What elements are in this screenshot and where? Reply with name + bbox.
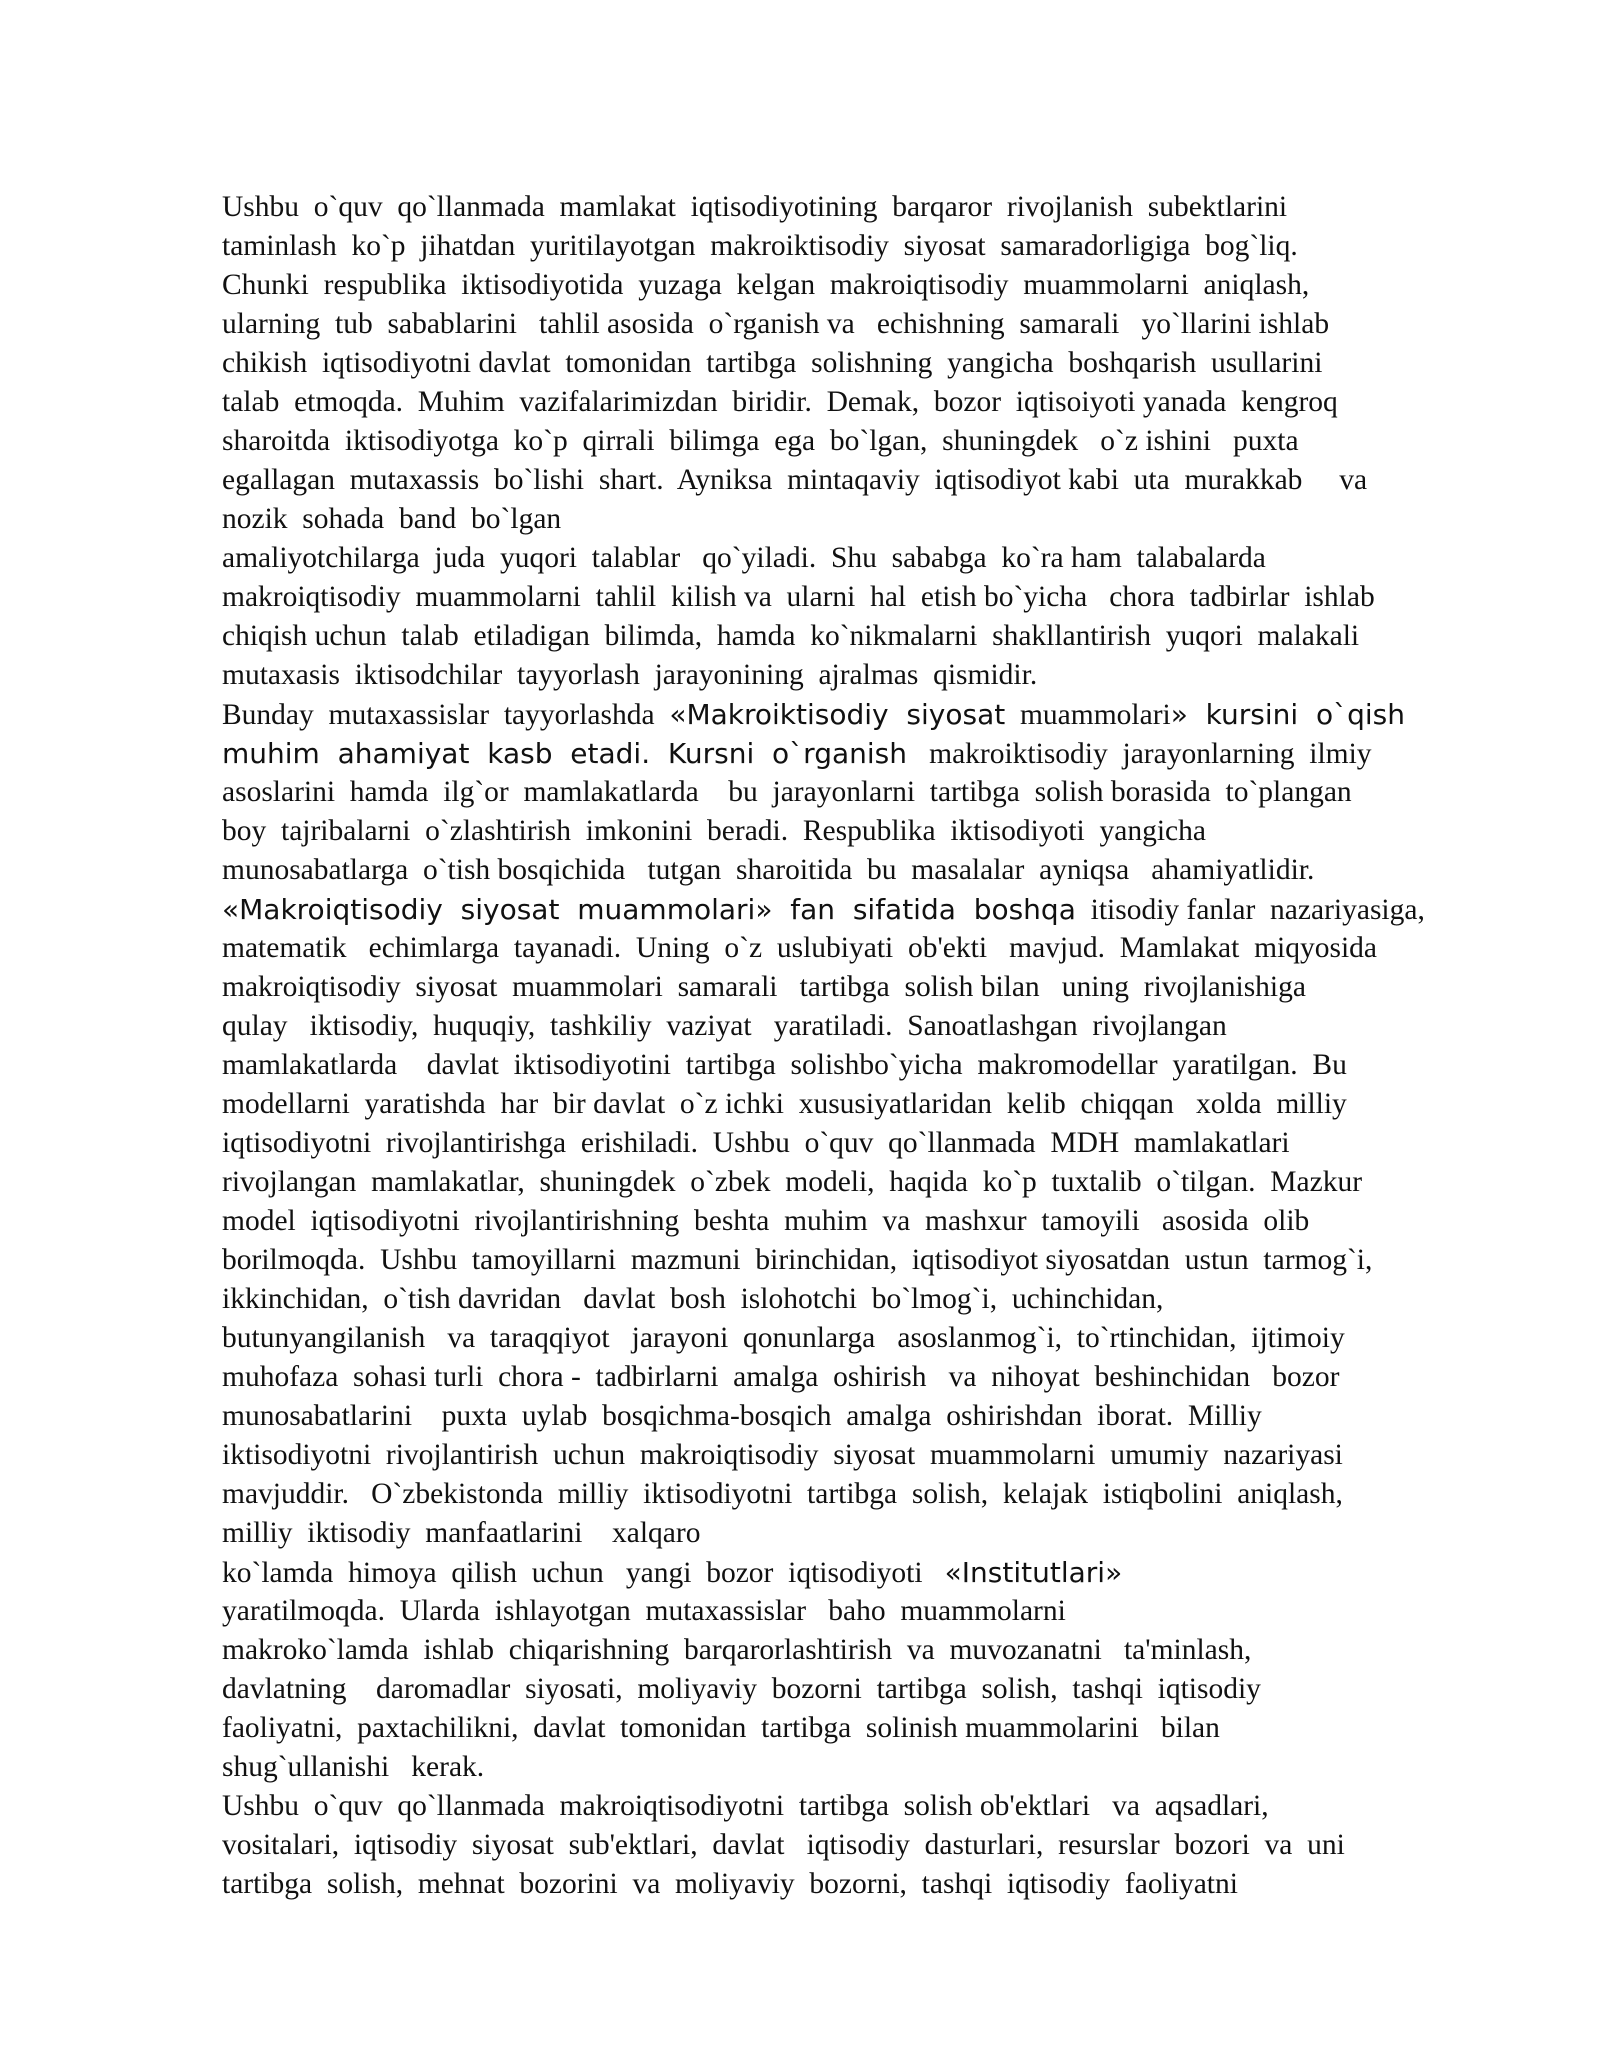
text-run: muhofaza sohasi turli chora - tadbirlarni amalga oshirish va nihoyat beshinchidan bozor: [222, 1361, 1340, 1393]
text-run-sans: muhim ahamiyat kasb etadi. Kursni o`rganish: [222, 737, 907, 770]
text-run: makroiktisodiy jarayonlarning ilmiy: [907, 738, 1372, 770]
text-run: amaliyotchilarga juda yuqori talablar qo`yiladi. Shu sababga ko`ra ham talabalarda: [222, 542, 1266, 574]
text-run: shug`ullanishi kerak.: [222, 1751, 485, 1783]
text-run: model iqtisodiyotni rivojlantirishning beshta muhim va mashxur tamoyili asosida olib: [222, 1205, 1310, 1237]
text-line: [222, 1046, 1522, 1085]
text-line: [222, 1826, 1522, 1865]
text-run: borilmoqda. Ushbu tamoyillarni mazmuni birinchidan, iqtisodiyot siyosatdan ustun tarmog`i,: [222, 1244, 1373, 1276]
text-run: Bunday mutaxassislar tayyorlashda: [222, 699, 670, 731]
text-line: [222, 383, 1522, 422]
text-run: asoslarini hamda ilg`or mamlakatlarda bu jarayonlarni tartibga solish borasida to`plangan: [222, 776, 1352, 808]
text-run-sans: » kursini o`qish: [1170, 698, 1405, 731]
text-run: ikkinchidan, o`tish davridan davlat bosh islohotchi bo`lmog`i, uchinchidan,: [222, 1283, 1164, 1315]
text-run: modellarni yaratishda har bir davlat o`z ichki xususiyatlaridan kelib chiqqan xolda milliy: [222, 1088, 1347, 1120]
text-line: [222, 656, 1522, 695]
text-line: [222, 1865, 1522, 1904]
text-run-sans: «Makroiqtisodiy siyosat muammolari» fan sifatida boshqa: [222, 893, 1076, 926]
text-line: [222, 461, 1522, 500]
text-line: [222, 1709, 1522, 1748]
text-line: [222, 1553, 1522, 1592]
text-line: [222, 305, 1522, 344]
text-run: taminlash ko`p jihatdan yuritilayotgan makroiktisodiy siyosat samaradorligiga bog`liq.: [222, 230, 1298, 262]
text-line: [222, 1748, 1522, 1787]
text-run: tartibga solish, mehnat bozorini va moliyaviy bozorni, tashqi iqtisodiy faoliyatni: [222, 1868, 1238, 1900]
text-line: [222, 1280, 1522, 1319]
text-run: ko`lamda himoya qilish uchun yangi bozor iqtisodiyoti: [222, 1557, 945, 1589]
text-run: faoliyatni, paxtachilikni, davlat tomonidan tartibga solinish muammolarini bilan: [222, 1712, 1220, 1744]
text-run-sans: «Makroiktisodiy siyosat: [669, 698, 1006, 731]
text-line: [222, 1007, 1522, 1046]
text-line: [222, 1670, 1522, 1709]
text-line: [222, 890, 1522, 929]
text-line: [222, 266, 1522, 305]
text-line: [222, 1475, 1522, 1514]
text-line: [222, 1592, 1522, 1631]
text-line: [222, 773, 1522, 812]
text-line: [222, 695, 1522, 734]
text-line: [222, 1631, 1522, 1670]
text-run: makroiqtisodiy muammolarni tahlil kilish va ularni hal etish bo`yicha chora tadbirlar ishlab: [222, 581, 1375, 613]
text-line: [222, 188, 1522, 227]
text-run: boy tajribalarni o`zlashtirish imkonini beradi. Respublika iktisodiyoti yangicha: [222, 815, 1206, 847]
text-run: Ushbu o`quv qo`llanmada makroiqtisodiyotni tartibga solish ob'ektlari va aqsadlari,: [222, 1790, 1269, 1822]
text-line: [222, 851, 1522, 890]
text-run: sharoitda iktisodiyotga ko`p qirrali bilimga ega bo`lgan, shuningdek o`z ishini puxta: [222, 425, 1299, 457]
text-run: munosabatlarga o`tish bosqichida tutgan sharoitida bu masalalar ayniqsa ahamiyatlidir.: [222, 854, 1315, 886]
text-run: iqtisodiyotni rivojlantirishga erishiladi. Ushbu o`quv qo`llanmada MDH mamlakatlari: [222, 1127, 1290, 1159]
text-run: vositalari, iqtisodiy siyosat sub'ektlari, davlat iqtisodiy dasturlari, resurslar bozori va uni: [222, 1829, 1345, 1861]
text-run: makroko`lamda ishlab chiqarishning barqarorlashtirish va muvozanatni ta'minlash,: [222, 1634, 1252, 1666]
text-run: qulay iktisodiy, huquqiy, tashkiliy vaziyat yaratiladi. Sanoatlashgan rivojlangan: [222, 1010, 1227, 1042]
text-line: [222, 812, 1522, 851]
text-run: makroiqtisodiy siyosat muammolari samarali tartibga solish bilan uning rivojlanishiga: [222, 971, 1306, 1003]
text-run-sans: «Institutlari»: [944, 1556, 1123, 1589]
text-line: [222, 1358, 1522, 1397]
text-run: yaratilmoqda. Ularda ishlayotgan mutaxassislar baho muammolarni: [222, 1595, 1066, 1627]
text-line: [222, 422, 1522, 461]
text-line: [222, 1397, 1522, 1436]
text-run: muammolari: [1005, 699, 1171, 731]
text-run: Chunki respublika iktisodiyotida yuzaga kelgan makroiqtisodiy muammolarni aniqlash,: [222, 269, 1310, 301]
text-line: [222, 1202, 1522, 1241]
text-line: [222, 539, 1522, 578]
text-line: [222, 617, 1522, 656]
text-run: iktisodiyotni rivojlantirish uchun makroiqtisodiy siyosat muammolarni umumiy nazariyasi: [222, 1439, 1343, 1471]
text-line: [222, 1436, 1522, 1475]
text-line: [222, 1241, 1522, 1280]
text-run: mavjuddir. O`zbekistonda milliy iktisodiyotni tartibga solish, kelajak istiqbolini aniqlash,: [222, 1478, 1343, 1510]
text-run: nozik sohada band bo`lgan: [222, 503, 562, 535]
text-run: matematik echimlarga tayanadi. Uning o`z uslubiyati ob'ekti mavjud. Mamlakat miqyosida: [222, 932, 1378, 964]
text-line: [222, 929, 1522, 968]
text-line: [222, 734, 1522, 773]
text-line: [222, 1787, 1522, 1826]
text-line: [222, 227, 1522, 266]
text-line: [222, 1124, 1522, 1163]
text-run: mamlakatlarda davlat iktisodiyotini tartibga solishbo`yicha makromodellar yaratilgan. Bu: [222, 1049, 1347, 1081]
text-run: Ushbu o`quv qo`llanmada mamlakat iqtisodiyotining barqaror rivojlanish subektlarini: [222, 191, 1288, 223]
text-run: ularning tub sabablarini tahlil asosida o`rganish va echishning samarali yo`llarini ishlab: [222, 308, 1330, 340]
text-line: [222, 578, 1522, 617]
text-run: chikish iqtisodiyotni davlat tomonidan tartibga solishning yangicha boshqarish usullarini: [222, 347, 1323, 379]
text-run: chiqish uchun talab etiladigan bilimda, hamda ko`nikmalarni shakllantirish yuqori malakali: [222, 620, 1360, 652]
text-line: [222, 344, 1522, 383]
text-run: butunyangilanish va taraqqiyot jarayoni qonunlarga asoslanmog`i, to`rtinchidan, ijtimoiy: [222, 1322, 1345, 1354]
body-text: [222, 188, 1522, 1904]
text-run: egallagan mutaxassis bo`lishi shart. Ayniksa mintaqaviy iqtisodiyot kabi uta murakkab va: [222, 464, 1368, 496]
text-run: itisodiy fanlar nazariyasiga,: [1075, 894, 1425, 926]
text-line: [222, 500, 1522, 539]
text-run: munosabatlarini puxta uylab bosqichma-bosqich amalga oshirishdan iborat. Milliy: [222, 1400, 1262, 1432]
text-line: [222, 1514, 1522, 1553]
text-line: [222, 968, 1522, 1007]
text-run: mutaxasis iktisodchilar tayyorlash jarayonining ajralmas qismidir.: [222, 659, 1038, 691]
text-run: milliy iktisodiy manfaatlarini xalqaro: [222, 1517, 701, 1549]
text-run: rivojlangan mamlakatlar, shuningdek o`zbek modeli, haqida ko`p tuxtalib o`tilgan. Mazkur: [222, 1166, 1363, 1198]
text-line: [222, 1163, 1522, 1202]
text-run: talab etmoqda. Muhim vazifalarimizdan biridir. Demak, bozor iqtisoiyoti yanada kengroq: [222, 386, 1338, 418]
text-line: [222, 1085, 1522, 1124]
text-line: [222, 1319, 1522, 1358]
text-run: davlatning daromadlar siyosati, moliyaviy bozorni tartibga solish, tashqi iqtisodiy: [222, 1673, 1261, 1705]
